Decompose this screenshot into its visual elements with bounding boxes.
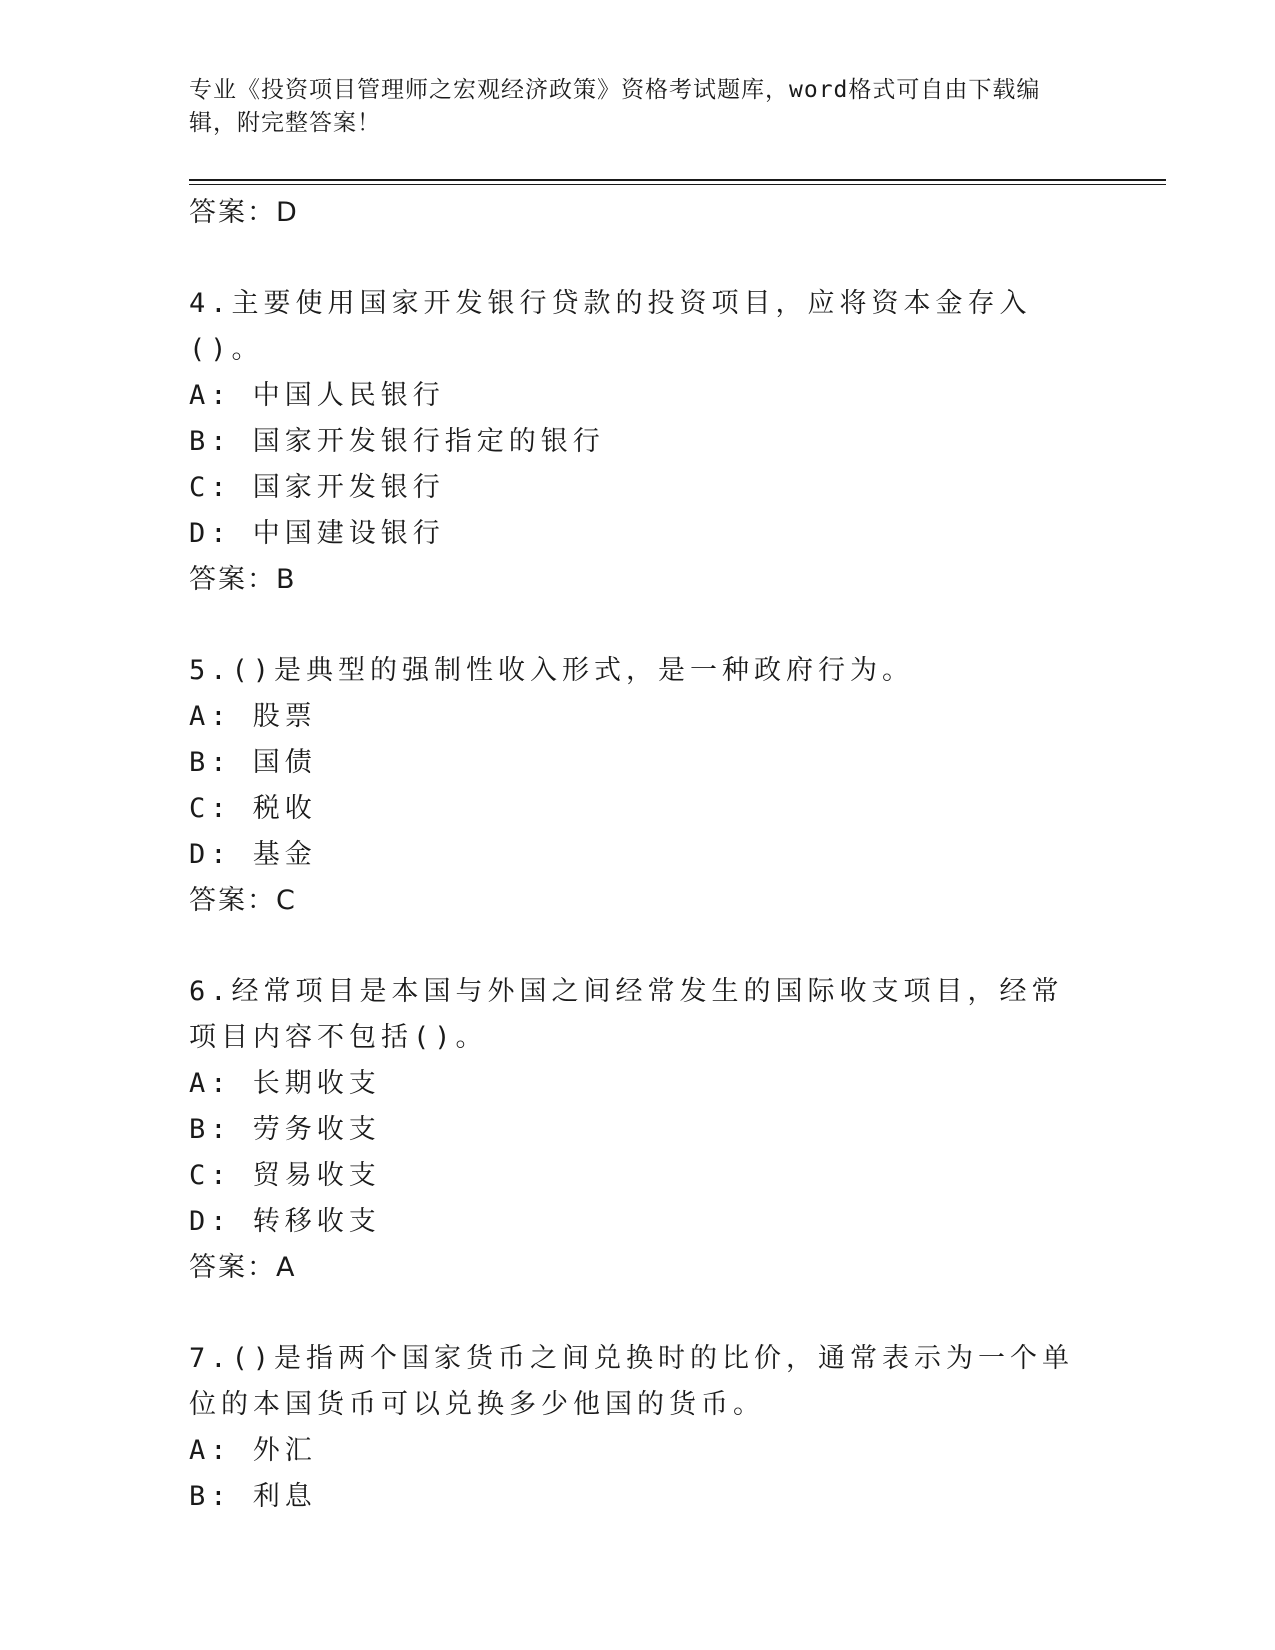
header-rule-thick — [189, 179, 1166, 181]
question-5 — [189, 648, 1089, 924]
option-a: A: 长期收支 — [189, 1068, 381, 1099]
option-b: B: 国家开发银行指定的银行 — [189, 426, 605, 457]
option-d: D: 转移收支 — [189, 1206, 381, 1237]
question-stem: 5.()是典型的强制性收入形式，是一种政府行为。 — [189, 655, 915, 686]
answer-line: 答案：D — [189, 197, 299, 228]
answer-line: 答案：B — [189, 564, 297, 595]
header-text: 专业《投资项目管理师之宏观经济政策》资格考试题库，word格式可自由下载编辑，附完整答案！ — [189, 77, 1041, 136]
spacer — [189, 1291, 1089, 1336]
option-a: A: 中国人民银行 — [189, 380, 445, 411]
option-b: B: 利息 — [189, 1481, 317, 1512]
spacer — [189, 236, 1089, 281]
answer-line: 答案：A — [189, 1252, 297, 1283]
question-stem: 6.经常项目是本国与外国之间经常发生的国际收支项目，经常项目内容不包括()。 — [189, 976, 1064, 1053]
option-d: D: 中国建设银行 — [189, 518, 445, 549]
option-a: A: 股票 — [189, 701, 317, 732]
question-6 — [189, 969, 1089, 1291]
option-d: D: 基金 — [189, 839, 317, 870]
question-stem: 4.主要使用国家开发银行贷款的投资项目，应将资本金存入()。 — [189, 288, 1032, 365]
option-c: C: 贸易收支 — [189, 1160, 381, 1191]
question-7 — [189, 1336, 1089, 1520]
option-b: B: 劳务收支 — [189, 1114, 381, 1145]
spacer — [189, 924, 1089, 969]
header-rule-thin — [189, 184, 1166, 185]
answer-line: 答案：C — [189, 885, 297, 916]
question-4 — [189, 281, 1089, 603]
spacer — [189, 603, 1089, 648]
question-stem: 7.()是指两个国家货币之间兑换时的比价，通常表示为一个单位的本国货币可以兑换多少他国的货币。 — [189, 1343, 1075, 1420]
question-list — [189, 190, 1089, 1520]
option-a: A: 外汇 — [189, 1435, 317, 1466]
option-b: B: 国债 — [189, 747, 317, 778]
document-header — [189, 74, 1069, 140]
option-c: C: 税收 — [189, 793, 317, 824]
option-c: C: 国家开发银行 — [189, 472, 445, 503]
